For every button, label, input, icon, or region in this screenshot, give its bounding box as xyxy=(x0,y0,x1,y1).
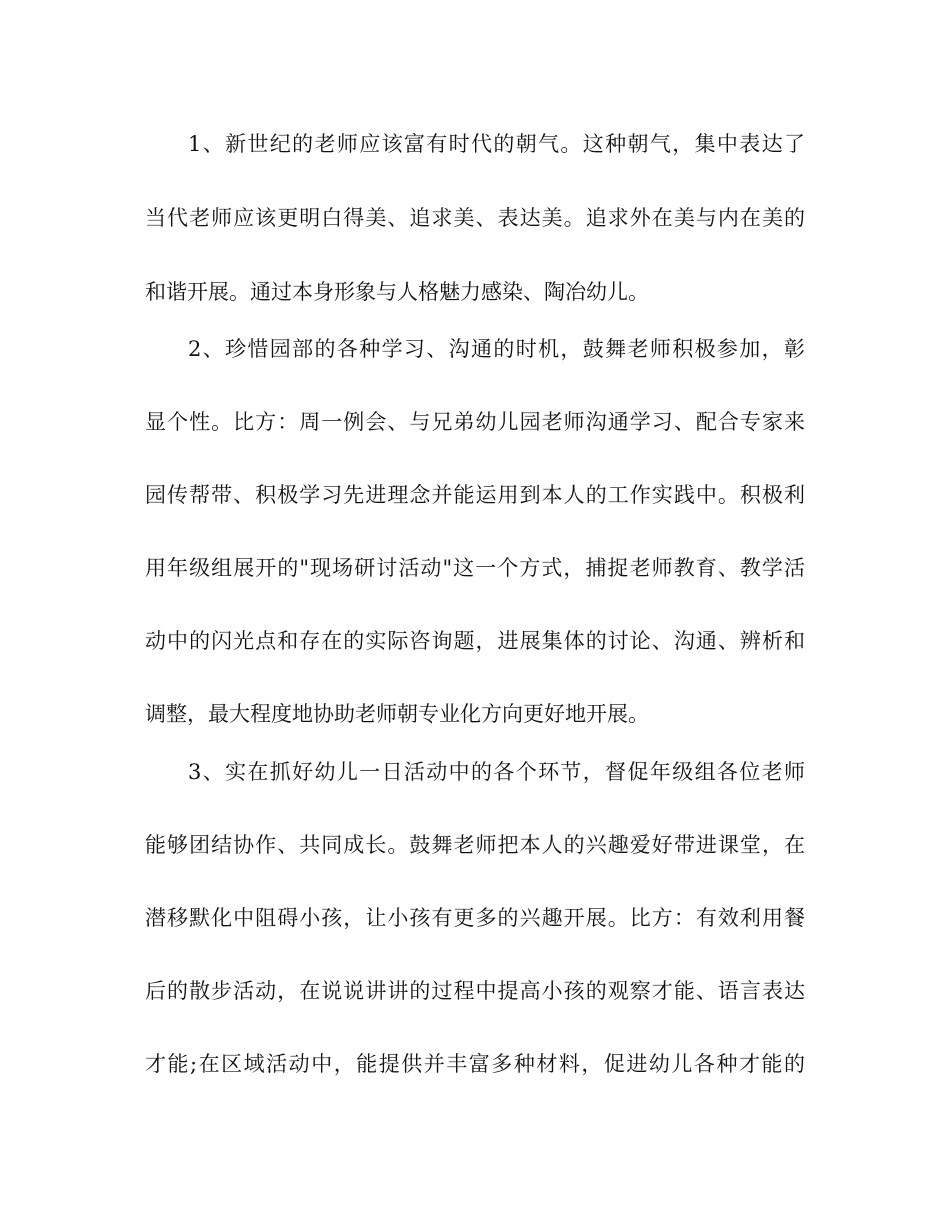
paragraph-2-line-3: 园传帮带、积极学习先进理念并能运用到本人的工作实践中。积极利 xyxy=(145,483,805,507)
paragraph-3-line-4: 后的散步活动，在说说讲讲的过程中提高小孩的观察才能、语言表达 xyxy=(145,979,805,1003)
paragraph-3-line-2: 能够团结协作、共同成长。鼓舞老师把本人的兴趣爱好带进课堂，在 xyxy=(145,833,805,857)
paragraph-2-line-6: 调整，最大程度地协助老师朝专业化方向更好地开展。 xyxy=(145,702,649,726)
paragraph-3-line-5: 才能;在区域活动中，能提供并丰富多种材料，促进幼儿各种才能的 xyxy=(145,1052,805,1076)
paragraph-2-line-1: 2、珍惜园部的各种学习、沟通的时机，鼓舞老师积极参加，彰 xyxy=(188,337,805,361)
paragraph-1-line-2: 当代老师应该更明白得美、追求美、表达美。追求外在美与内在美的 xyxy=(145,206,805,230)
paragraph-2-line-2: 显个性。比方：周一例会、与兄弟幼儿园老师沟通学习、配合专家来 xyxy=(145,410,805,434)
paragraph-1-line-1: 1、新世纪的老师应该富有时代的朝气。这种朝气，集中表达了 xyxy=(188,132,805,156)
paragraph-1-line-3: 和谐开展。通过本身形象与人格魅力感染、陶冶幼儿。 xyxy=(145,280,649,304)
paragraph-2-line-5: 动中的闪光点和存在的实际咨询题，进展集体的讨论、沟通、辨析和 xyxy=(145,629,805,653)
paragraph-3-line-3: 潜移默化中阻碍小孩，让小孩有更多的兴趣开展。比方：有效利用餐 xyxy=(145,906,805,930)
paragraph-2-line-4: 用年级组展开的"现场研讨活动"这一个方式，捕捉老师教育、教学活 xyxy=(145,556,805,580)
paragraph-3-line-1: 3、实在抓好幼儿一日活动中的各个环节，督促年级组各位老师 xyxy=(188,760,805,784)
